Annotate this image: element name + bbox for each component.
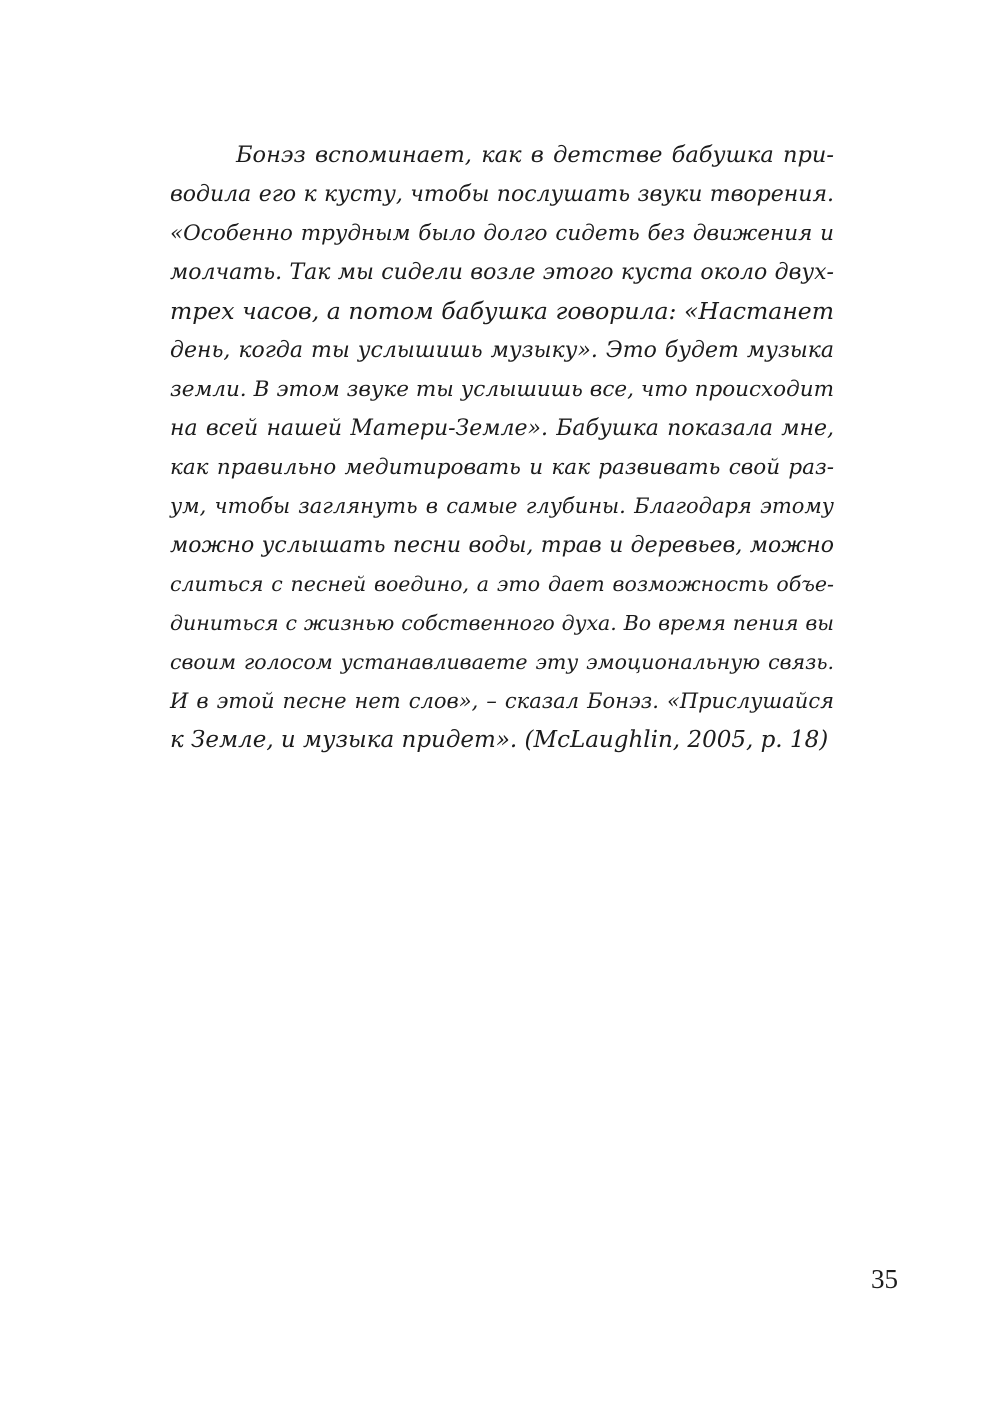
page-number: 35 [871,1264,898,1294]
quote-line: день, когда ты услышишь музыку». Это будет музыка [170,338,834,363]
quote-line: трех часов, а потом бабушка говорила: «Настанет [170,297,834,325]
quote-line: «Особенно трудным было долго сидеть без движения и [170,221,834,246]
quote-line: Бонэз вспоминает, как в детстве бабушка при- [236,142,834,168]
quote-block [170,136,834,760]
quote-line: водила его к кусту, чтобы послушать звуки творения. [170,182,834,207]
quote-line: И в этой песне нет слов», – сказал Бонэз. «Прислушайся [170,689,834,713]
quote-line: как правильно медитировать и как развивать свой раз- [170,455,834,480]
quote-line: слиться с песней воедино, а это дает возможность объе- [170,572,834,596]
quote-line: своим голосом устанавливаете эту эмоциональную связь. [170,650,834,674]
quote-line: можно услышать песни воды, трав и деревьев, можно [170,533,834,558]
quote-line: диниться с жизнью собственного духа. Во время пения вы [170,611,834,635]
quote-line: на всей нашей Матери-Земле». Бабушка показала мне, [170,416,834,441]
quote-line: ум, чтобы заглянуть в самые глубины. Благодаря этому [170,494,834,518]
quote-line: молчать. Так мы сидели возле этого куста около двух- [170,260,834,285]
quote-line: земли. В этом звуке ты услышишь все, что происходит [170,377,834,402]
quote-line-last: к Земле, и музыка придет». (McLaughlin, 2005, p. 18) [170,727,829,753]
